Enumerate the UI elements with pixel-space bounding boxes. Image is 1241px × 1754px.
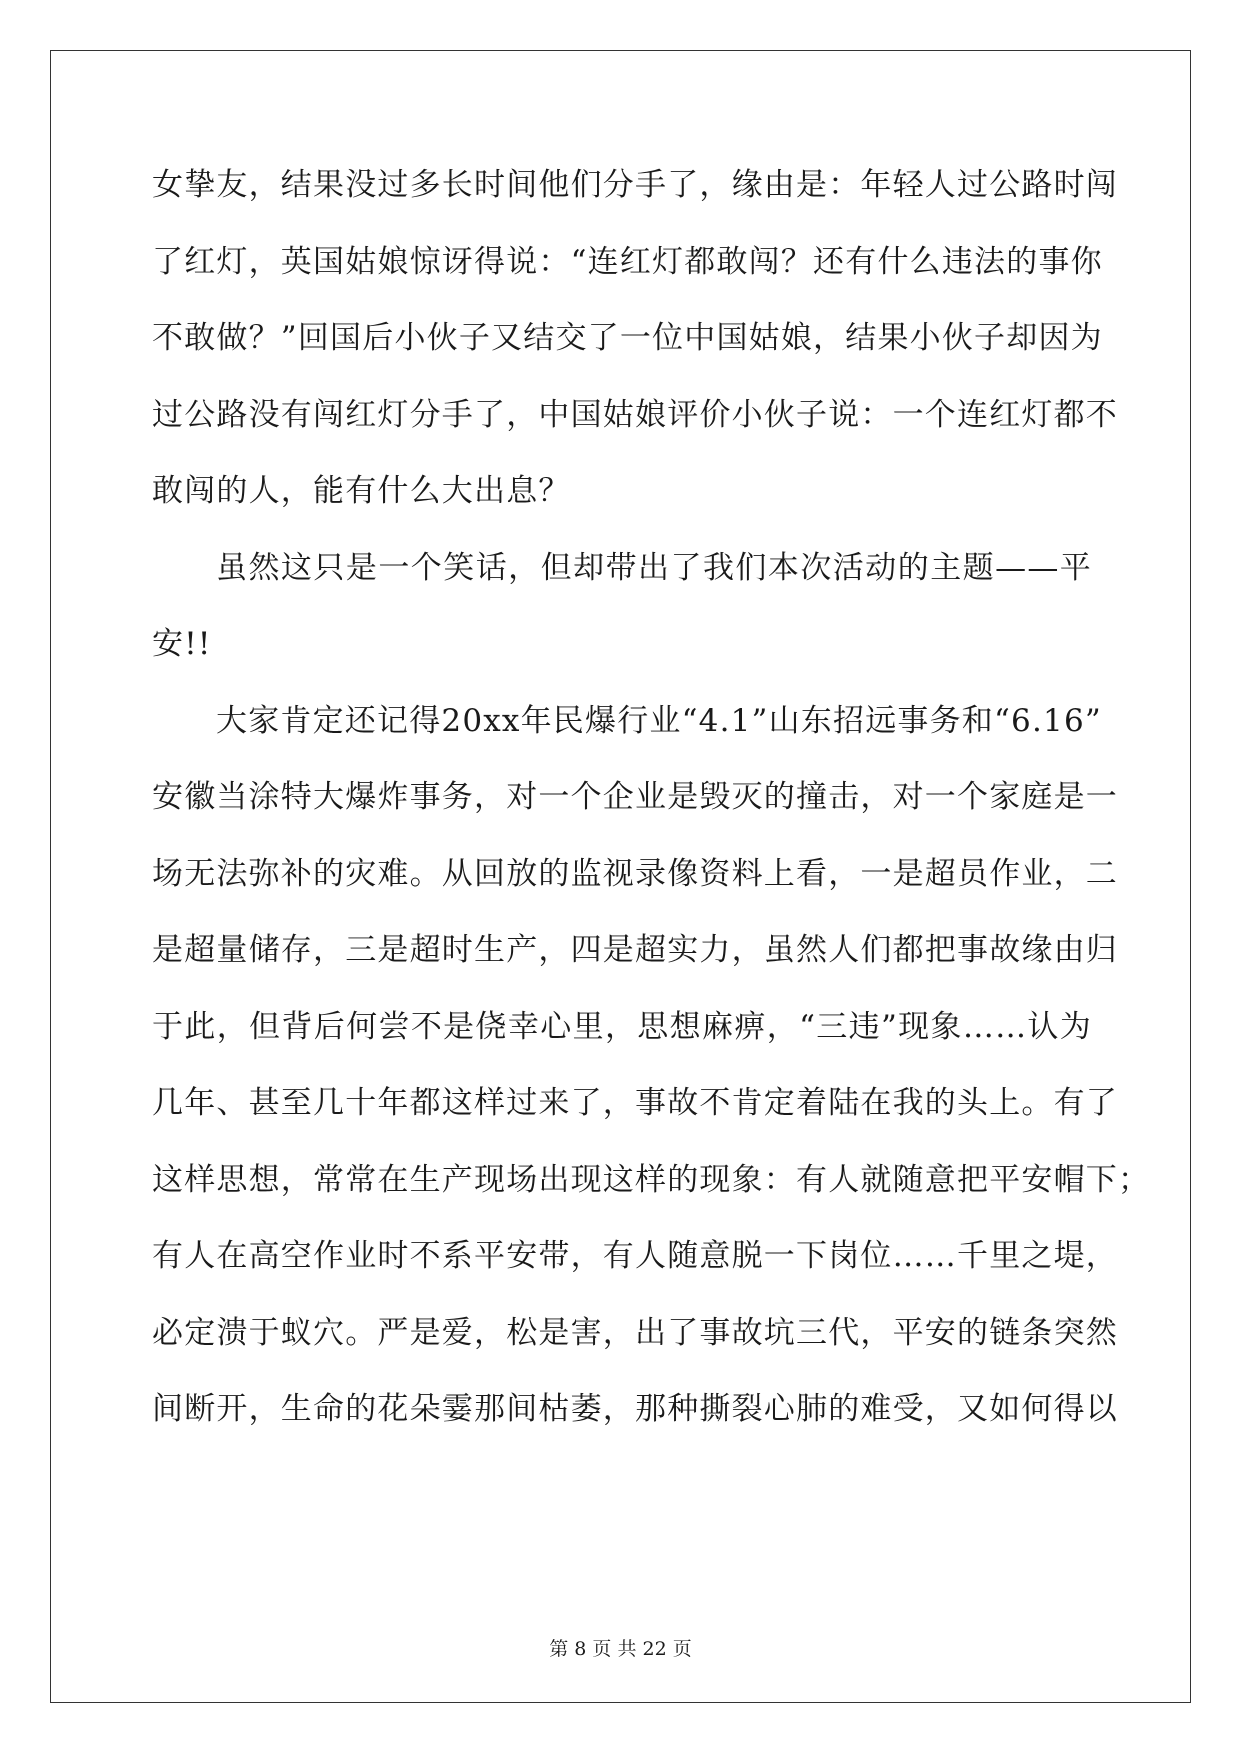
text-line: 这样思想，常常在生产现场出现这样的现象：有人就随意把平安帽下； <box>152 1161 1151 1198</box>
text-line: 安徽当涂特大爆炸事务，对一个企业是毁灭的撞击，对一个家庭是一 <box>152 779 1118 815</box>
text-line: 安!! <box>152 626 212 662</box>
text-line: 大家肯定还记得20xx年民爆行业“4.1”山东招远事务和“6.16” <box>216 702 1102 739</box>
text-line: 必定溃于蚁穴。严是爱，松是害，出了事故坑三代，平安的链条突然 <box>152 1314 1118 1351</box>
text-line: 几年、甚至几十年都这样过来了，事故不肯定着陆在我的头上。有了 <box>152 1085 1118 1121</box>
text-line: 虽然这只是一个笑话，但却带出了我们本次活动的主题——平 <box>216 549 1092 586</box>
text-line: 有人在高空作业时不系平安带，有人随意脱一下岗位……千里之堤， <box>152 1238 1118 1274</box>
text-line: 间断开，生命的花朵霎那间枯萎，那种撕裂心肺的难受，又如何得以 <box>152 1391 1118 1427</box>
text-line: 场无法弥补的灾难。从回放的监视录像资料上看，一是超员作业，二 <box>152 855 1118 892</box>
text-line: 不敢做？”回国后小伙子又结交了一位中国姑娘，结果小伙子却因为 <box>152 320 1103 356</box>
text-line: 女挚友，结果没过多长时间他们分手了，缘由是：年轻人过公路时闯 <box>152 167 1118 203</box>
text-line: 了红灯，英国姑娘惊讶得说：“连红灯都敢闯？还有什么违法的事你 <box>152 243 1103 280</box>
document-body <box>152 160 1151 1461</box>
text-line: 敢闯的人，能有什么大出息？ <box>152 473 571 509</box>
text-line: 是超量储存，三是超时生产，四是超实力，虽然人们都把事故缘由归 <box>152 932 1118 968</box>
text-line: 过公路没有闯红灯分手了，中国姑娘评价小伙子说：一个连红灯都不 <box>152 396 1118 433</box>
page-number-footer: 第 8 页 共 22 页 <box>549 1638 692 1660</box>
text-line: 于此，但背后何尝不是侥幸心里，思想麻痹，“三违”现象……认为 <box>152 1008 1092 1045</box>
